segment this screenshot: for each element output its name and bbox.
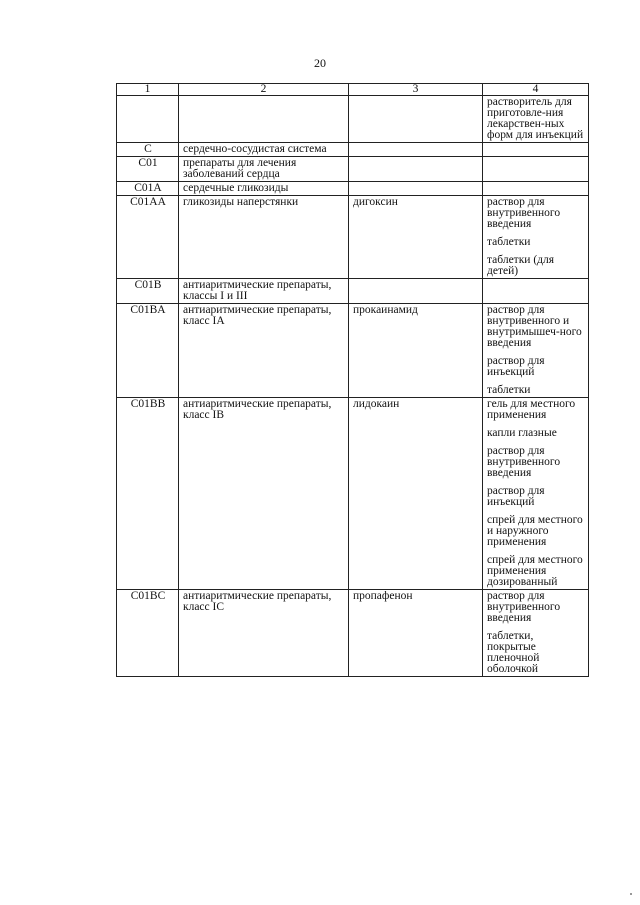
dosage-form: раствор для внутривенного и внутримышеч-ного введения [487,304,582,349]
dosage-form: раствор для внутривенного введения [487,445,561,479]
drug-name-cell: прокаинамид [349,304,483,398]
dosage-form: капли глазные [487,427,557,439]
atc-code-cell: C01BB [117,398,179,590]
group-name-cell: препараты для лечения заболеваний сердца [179,157,349,182]
dosage-forms-cell [483,304,589,398]
table-row [117,143,589,157]
group-name-cell: сердечно-сосудистая система [179,143,349,157]
table-row [117,157,589,182]
drug-name-cell [349,96,483,143]
atc-code-cell: C01B [117,279,179,304]
drug-name-cell: лидокаин [349,398,483,590]
group-name-cell: гликозиды наперстянки [179,196,349,279]
drug-name-cell [349,279,483,304]
dosage-form: таблетки, покрытые пленочной оболочкой [487,630,540,675]
header-cell: 1 [117,84,179,96]
atc-code-cell: C01AA [117,196,179,279]
group-name-cell: сердечные гликозиды [179,182,349,196]
dosage-form: спрей для местного применения дозированный [487,554,583,588]
dosage-forms-cell [483,279,589,304]
group-name-cell: антиаритмические препараты, класс IC [179,590,349,677]
header-cell: 3 [349,84,483,96]
table-row [117,96,589,143]
drug-name-cell [349,143,483,157]
header-cell: 2 [179,84,349,96]
dosage-forms-cell [483,143,589,157]
atc-code-cell: C [117,143,179,157]
scan-speck [630,893,632,895]
dosage-form: раствор для внутривенного введения [487,196,561,230]
atc-code-cell: C01BC [117,590,179,677]
table-row [117,304,589,398]
dosage-form: раствор для внутривенного введения [487,590,561,624]
atc-code-cell: C01BA [117,304,179,398]
atc-code-cell: C01 [117,157,179,182]
dosage-forms-cell [483,96,589,143]
group-name-cell: антиаритмические препараты, классы I и III [179,279,349,304]
group-name-cell: антиаритмические препараты, класс IA [179,304,349,398]
dosage-forms-cell [483,196,589,279]
atc-code-cell [117,96,179,143]
dosage-forms-cell [483,182,589,196]
dosage-forms-cell [483,157,589,182]
drug-name-cell [349,157,483,182]
drug-name-cell: дигоксин [349,196,483,279]
table-row [117,398,589,590]
dosage-form: гель для местного применения [487,398,576,421]
table-row [117,196,589,279]
table-row [117,182,589,196]
table-row [117,590,589,677]
page-number: 20 [314,56,326,70]
dosage-form: таблетки [487,384,531,396]
drug-name-cell: пропафенон [349,590,483,677]
dosage-form: раствор для инъекций [487,485,545,508]
dosage-form: таблетки (для детей) [487,254,555,277]
header-row [117,84,589,96]
dosage-forms-cell [483,590,589,677]
dosage-form: растворитель для приготовле-ния лекарствен-ных форм для инъекций [487,96,584,141]
group-name-cell: антиаритмические препараты, класс IB [179,398,349,590]
dosage-form: спрей для местного и наружного применения [487,514,583,548]
drug-name-cell [349,182,483,196]
drug-table [116,83,589,677]
table-row [117,279,589,304]
dosage-forms-cell [483,398,589,590]
atc-code-cell: C01A [117,182,179,196]
header-cell: 4 [483,84,589,96]
group-name-cell [179,96,349,143]
dosage-form: таблетки [487,236,531,248]
dosage-form: раствор для инъекций [487,355,545,378]
